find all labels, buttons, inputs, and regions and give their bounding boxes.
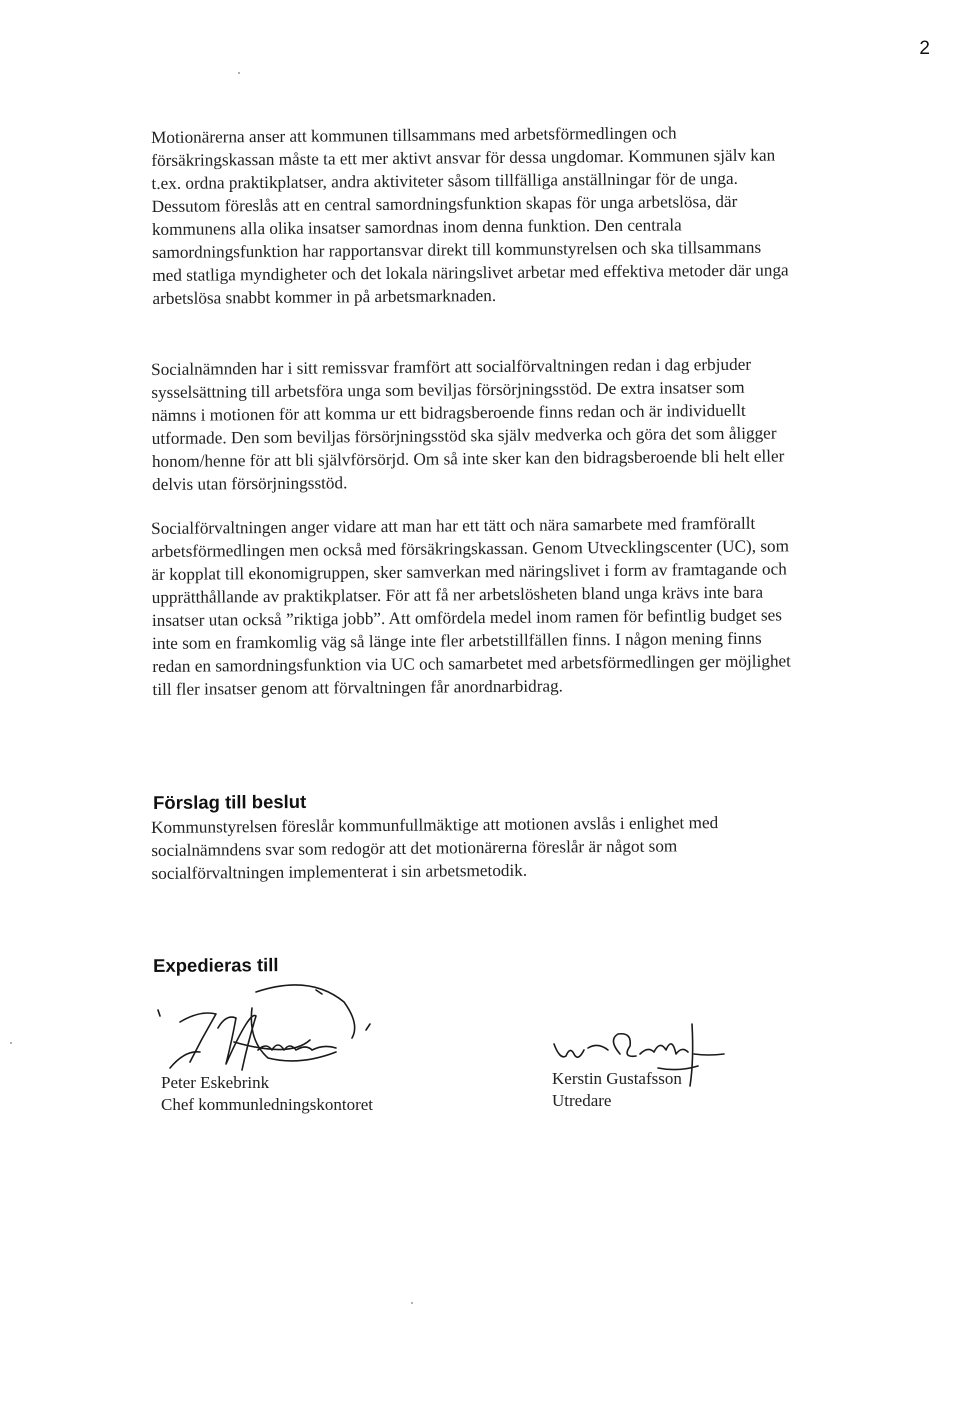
signatory-title: Utredare [552,1091,612,1110]
distribution-heading: Expedieras till [153,954,279,976]
signatory-title: Chef kommunledningskontoret [161,1095,374,1114]
signatory-name: Peter Eskebrink [161,1073,270,1092]
paragraph-text: Motionärerna anser att kommunen tillsammans med arbetsförmedlingen och försäkringskassan måste ta ett mer aktivt ansvar för dessa ungdomar. Kommunen själv kan t.ex. ordna praktikplatser, andra aktiviteter såsom tillfälliga anställningar för de unga. Dessutom föreslås att en central samordningsfunktion skapas för unga arbetslösa, där kommunens alla olika insatser samordnas inom denna funktion. Den centrala samordningsfunktion har rapportansvar direkt till kommunstyrelsen och ska tillsammans med statliga myndigheter och det lokala näringslivet arbetar med effektiva metoder där unga arbetslösa snabbt kommer in på arbetsmarknaden. [151,123,789,308]
scan-speck [238,72,240,74]
scan-speck [411,1302,413,1304]
paragraph-text: Socialnämnden har i sitt remissvar framfört att socialförvaltningen redan i dag erbjuder sysselsättning till arbetsföra unga som beviljas försörjningsstöd. De extra insatser som nämns i motionen för att komma ur ett bidragsberoende finns redan och är individuellt utformade. Den som beviljas försörjningsstöd ska själv medverka och göra det som åligger honom/henne för att bli självförsörjd. Om så inte sker kan den bidragsberoende bli helt eller delvis utan försörjningsstöd. [151,354,785,494]
signatory-2 [552,1068,682,1112]
proposal-heading: Förslag till beslut [153,790,307,813]
signatory-name: Kerstin Gustafsson [552,1069,682,1088]
paragraph-2 [151,352,792,496]
scan-speck [10,1042,12,1044]
page-number: 2 [919,38,930,59]
paragraph-1 [151,120,793,310]
paragraph-3 [151,511,793,701]
paragraph-text: Socialförvaltningen anger vidare att man har ett tätt och nära samarbete med framförallt arbetsförmedlingen men också med försäkringskassan. Genom Utvecklingscenter (UC), som är kopplat till ekonomigruppen, sker samverkan med näringslivet i form av framtagande och upprätthållande av praktikplatser. För att få ner arbetslösheten bland unga krävs inte bara insatser utan också ”riktiga jobb”. Att omfördela medel inom ramen för befintlig budget ses inte som en framkomlig väg så länge inte fler arbetstillfällen finns. I någon mening finns redan en samordningsfunktion via UC och samarbetet med arbetsförmedlingen ger möjlighet till fler insatser genom att förvaltningen får anordnarbidrag. [151,513,791,699]
proposal-text [151,810,792,885]
signatory-1 [161,1072,373,1116]
proposal-paragraph: Kommunstyrelsen föreslår kommunfullmäktige att motionen avslås i enlighet med socialnämndens svar som redogör att det motionärerna föreslår är något som socialförvaltningen implementerat i sin arbetsmetodik. [151,813,719,883]
